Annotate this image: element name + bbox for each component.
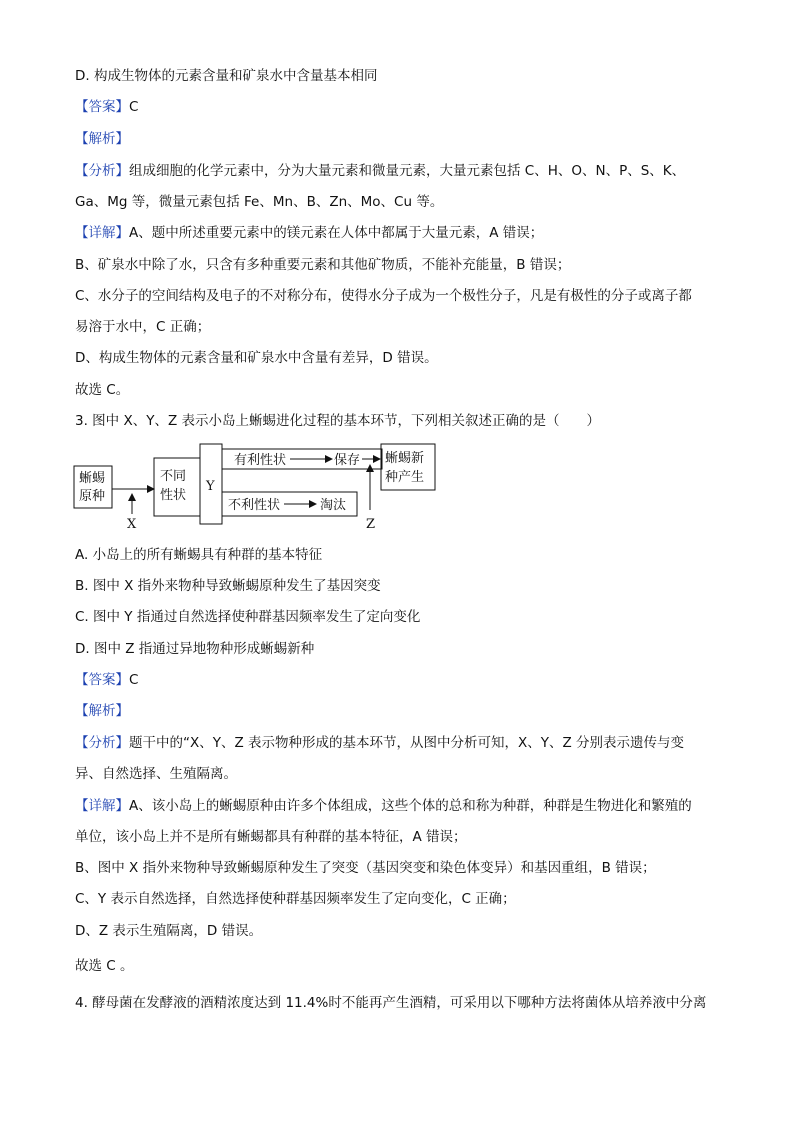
q3-xiangjie-b: B、图中 X 指外来物种导致蜥蜴原种发生了突变（基因突变和染色体变异）和基因重组，B 错误； xyxy=(75,860,656,876)
q2-xiangjie-c1: C、水分子的空间结构及电子的不对称分布，使得水分子成为一个极性分子，凡是有极性的分子或离子都 xyxy=(75,288,692,304)
q2-xiangjie-c2: 易溶于水中，C 正确； xyxy=(75,319,211,335)
label-x: X xyxy=(127,517,137,532)
xiangjie-tag: 【详解】 xyxy=(75,225,129,241)
q2-answer-row xyxy=(75,98,138,116)
label-y: Y xyxy=(206,479,215,494)
answer-tag: 【答案】 xyxy=(75,672,129,688)
origin-box-line2: 原种 xyxy=(79,489,106,504)
fenxi-text: 组成细胞的化学元素中，分为大量元素和微量元素，大量元素包括 C、H、O、N、P、S、K、 xyxy=(129,163,686,179)
q3-conclusion: 故选 C 。 xyxy=(75,958,134,974)
keep-label: 保存 xyxy=(334,453,361,468)
fenxi-tag: 【分析】 xyxy=(75,735,129,751)
q3-xiangjie-a2: 单位，该小岛上并不是所有蜥蜴都具有种群的基本特征，A 错误； xyxy=(75,829,467,845)
answer-value: C xyxy=(129,99,139,115)
q3-option-a: A. 小岛上的所有蜥蜴具有种群的基本特征 xyxy=(75,547,323,563)
answer-value: C xyxy=(129,672,139,688)
q3-fenxi-line2: 异、自然选择、生殖隔离。 xyxy=(75,766,237,782)
q3-option-c: C. 图中 Y 指通过自然选择使种群基因频率发生了定向变化 xyxy=(75,609,421,625)
xiangjie-text: A、该小岛上的蜥蜴原种由许多个体组成，这些个体的总和称为种群，种群是生物进化和繁殖的 xyxy=(129,798,692,814)
q4-stem: 4. 酵母菌在发酵液的酒精浓度达到 11.4%时不能再产生酒精，可采用以下哪种方法将菌体从培养液中分离 xyxy=(75,995,707,1011)
traits-box-line1: 不同 xyxy=(160,469,187,484)
q2-option-d: D. 构成生物体的元素含量和矿泉水中含量基本相同 xyxy=(75,68,378,84)
favorable-label: 有利性状 xyxy=(234,453,287,468)
xiangjie-text: A、题中所述重要元素中的镁元素在人体中都属于大量元素，A 错误； xyxy=(129,225,544,241)
q3-xiangjie-a1 xyxy=(75,797,692,815)
q2-fenxi-line2: Ga、Mg 等，微量元素包括 Fe、Mn、B、Zn、Mo、Cu 等。 xyxy=(75,194,444,210)
new-box-line1: 蜥蜴新 xyxy=(385,451,425,466)
q3-xiangjie-c: C、Y 表示自然选择，自然选择使种群基因频率发生了定向变化，C 正确； xyxy=(75,891,516,907)
q3-option-d: D. 图中 Z 指通过异地物种形成蜥蜴新种 xyxy=(75,641,315,657)
different-traits-box xyxy=(154,458,200,516)
q2-analysis-tag: 【解析】 xyxy=(75,131,129,147)
q2-conclusion: 故选 C。 xyxy=(75,382,130,398)
q3-xiangjie-d: D、Z 表示生殖隔离，D 错误。 xyxy=(75,923,263,939)
q3-answer-row xyxy=(75,671,138,689)
q3-fenxi-line1 xyxy=(75,734,684,752)
answer-tag: 【答案】 xyxy=(75,99,129,115)
q2-fenxi-line1 xyxy=(75,162,685,180)
unfavorable-label: 不利性状 xyxy=(228,498,281,513)
q3-stem: 3. 图中 X、Y、Z 表示小岛上蜥蜴进化过程的基本环节，下列相关叙述正确的是（ ） xyxy=(75,413,600,429)
fenxi-text: 题干中的“X、Y、Z 表示物种形成的基本环节，从图中分析可知，X、Y、Z 分别表示遗传与变 xyxy=(129,735,685,751)
xiangjie-tag: 【详解】 xyxy=(75,798,129,814)
origin-box-line1: 蜥蜴 xyxy=(79,471,106,486)
q3-analysis-tag: 【解析】 xyxy=(75,703,129,719)
traits-box-line2: 性状 xyxy=(160,488,187,503)
q2-xiangjie-a xyxy=(75,224,543,242)
eliminate-label: 淘汰 xyxy=(320,498,347,513)
label-z: Z xyxy=(366,517,376,532)
q2-xiangjie-b: B、矿泉水中除了水，只含有多种重要元素和其他矿物质，不能补充能量，B 错误； xyxy=(75,257,571,273)
evolution-diagram xyxy=(70,438,450,536)
q2-xiangjie-d: D、构成生物体的元素含量和矿泉水中含量有差异，D 错误。 xyxy=(75,350,438,366)
fenxi-tag: 【分析】 xyxy=(75,163,129,179)
q3-option-b: B. 图中 X 指外来物种导致蜥蜴原种发生了基因突变 xyxy=(75,578,381,594)
new-box-line2: 种产生 xyxy=(385,470,425,485)
